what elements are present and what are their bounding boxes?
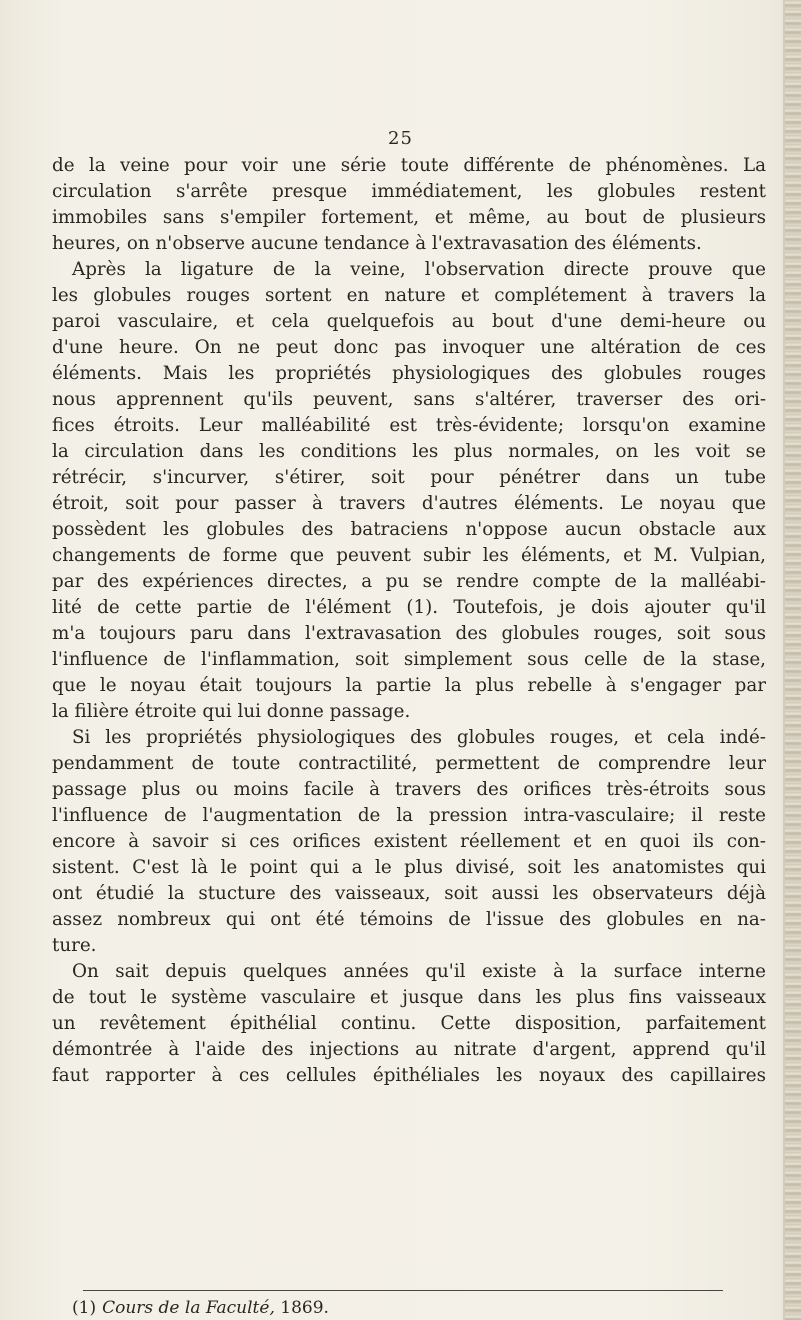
footnote: [72, 1297, 329, 1319]
text-line: pendamment de toute contractilité, permettent de comprendre leur: [52, 753, 766, 774]
text-line: On sait depuis quelques années qu'il existe à la surface interne: [72, 961, 766, 982]
text-line: immobiles sans s'empiler fortement, et même, au bout de plusieurs: [52, 207, 766, 228]
text-line: d'une heure. On ne peut donc pas invoquer une altération de ces: [52, 337, 766, 358]
text-line: sistent. C'est là le point qui a le plus divisé, soit les anatomistes qui: [52, 857, 766, 878]
page-number: 25: [388, 128, 413, 149]
text-line: étroit, soit pour passer à travers d'autres éléments. Le noyau que: [52, 493, 766, 514]
text-line: que le noyau était toujours la partie la plus rebelle à s'engager par: [52, 675, 766, 696]
text-line: changements de forme que peuvent subir les éléments, et M. Vulpian,: [52, 545, 766, 566]
text-line: l'influence de l'augmentation de la pression intra-vasculaire; il reste: [52, 805, 766, 826]
text-line: les globules rouges sortent en nature et complétement à travers la: [52, 285, 766, 306]
footnote-year: 1869.: [280, 1298, 329, 1318]
text-line: Après la ligature de la veine, l'observation directe prouve que: [72, 259, 766, 280]
text-line: possèdent les globules des batraciens n'oppose aucun obstacle aux: [52, 519, 766, 540]
footnote-marker: (1): [72, 1298, 97, 1318]
body-text: [52, 153, 766, 1089]
text-line: la circulation dans les conditions les plus normales, on les voit se: [52, 441, 766, 462]
text-line: fices étroits. Leur malléabilité est très-évidente; lorsqu'on examine: [52, 415, 766, 436]
text-line: de tout le système vasculaire et jusque dans les plus fins vaisseaux: [52, 987, 766, 1008]
text-line: m'a toujours paru dans l'extravasation des globules rouges, soit sous: [52, 623, 766, 644]
text-line: ture.: [52, 935, 97, 956]
text-line: de la veine pour voir une série toute différente de phénomènes. La: [52, 155, 766, 176]
text-line: nous apprennent qu'ils peuvent, sans s'altérer, traverser des ori-: [52, 389, 766, 410]
footnote-rule: [83, 1290, 723, 1291]
text-line: assez nombreux qui ont été témoins de l'issue des globules en na-: [52, 909, 766, 930]
text-line: par des expériences directes, a pu se rendre compte de la malléabi-: [52, 571, 766, 592]
text-line: circulation s'arrête presque immédiatement, les globules restent: [52, 181, 766, 202]
text-line: passage plus ou moins facile à travers des orifices très-étroits sous: [52, 779, 766, 800]
book-spine-edge: [785, 0, 801, 1320]
text-line: l'influence de l'inflammation, soit simplement sous celle de la stase,: [52, 649, 766, 670]
text-line: rétrécir, s'incurver, s'étirer, soit pour pénétrer dans un tube: [52, 467, 766, 488]
text-line: faut rapporter à ces cellules épithéliales les noyaux des capillaires: [52, 1065, 766, 1086]
text-line: Si les propriétés physiologiques des globules rouges, et cela indé-: [72, 727, 766, 748]
text-line: encore à savoir si ces orifices existent réellement et en quoi ils con-: [52, 831, 766, 852]
text-line: ont étudié la stucture des vaisseaux, soit aussi les observateurs déjà: [52, 883, 766, 904]
text-line: éléments. Mais les propriétés physiologiques des globules rouges: [52, 363, 766, 384]
text-line: lité de cette partie de l'élément (1). Toutefois, je dois ajouter qu'il: [52, 597, 766, 618]
footnote-source: Cours de la Faculté,: [102, 1298, 275, 1318]
text-line: la filière étroite qui lui donne passage.: [52, 701, 411, 722]
text-line: heures, on n'observe aucune tendance à l'extravasation des éléments.: [52, 233, 702, 254]
text-line: démontrée à l'aide des injections au nitrate d'argent, apprend qu'il: [52, 1039, 766, 1060]
text-line: paroi vasculaire, et cela quelquefois au bout d'une demi-heure ou: [52, 311, 766, 332]
text-line: un revêtement épithélial continu. Cette disposition, parfaitement: [52, 1013, 766, 1034]
